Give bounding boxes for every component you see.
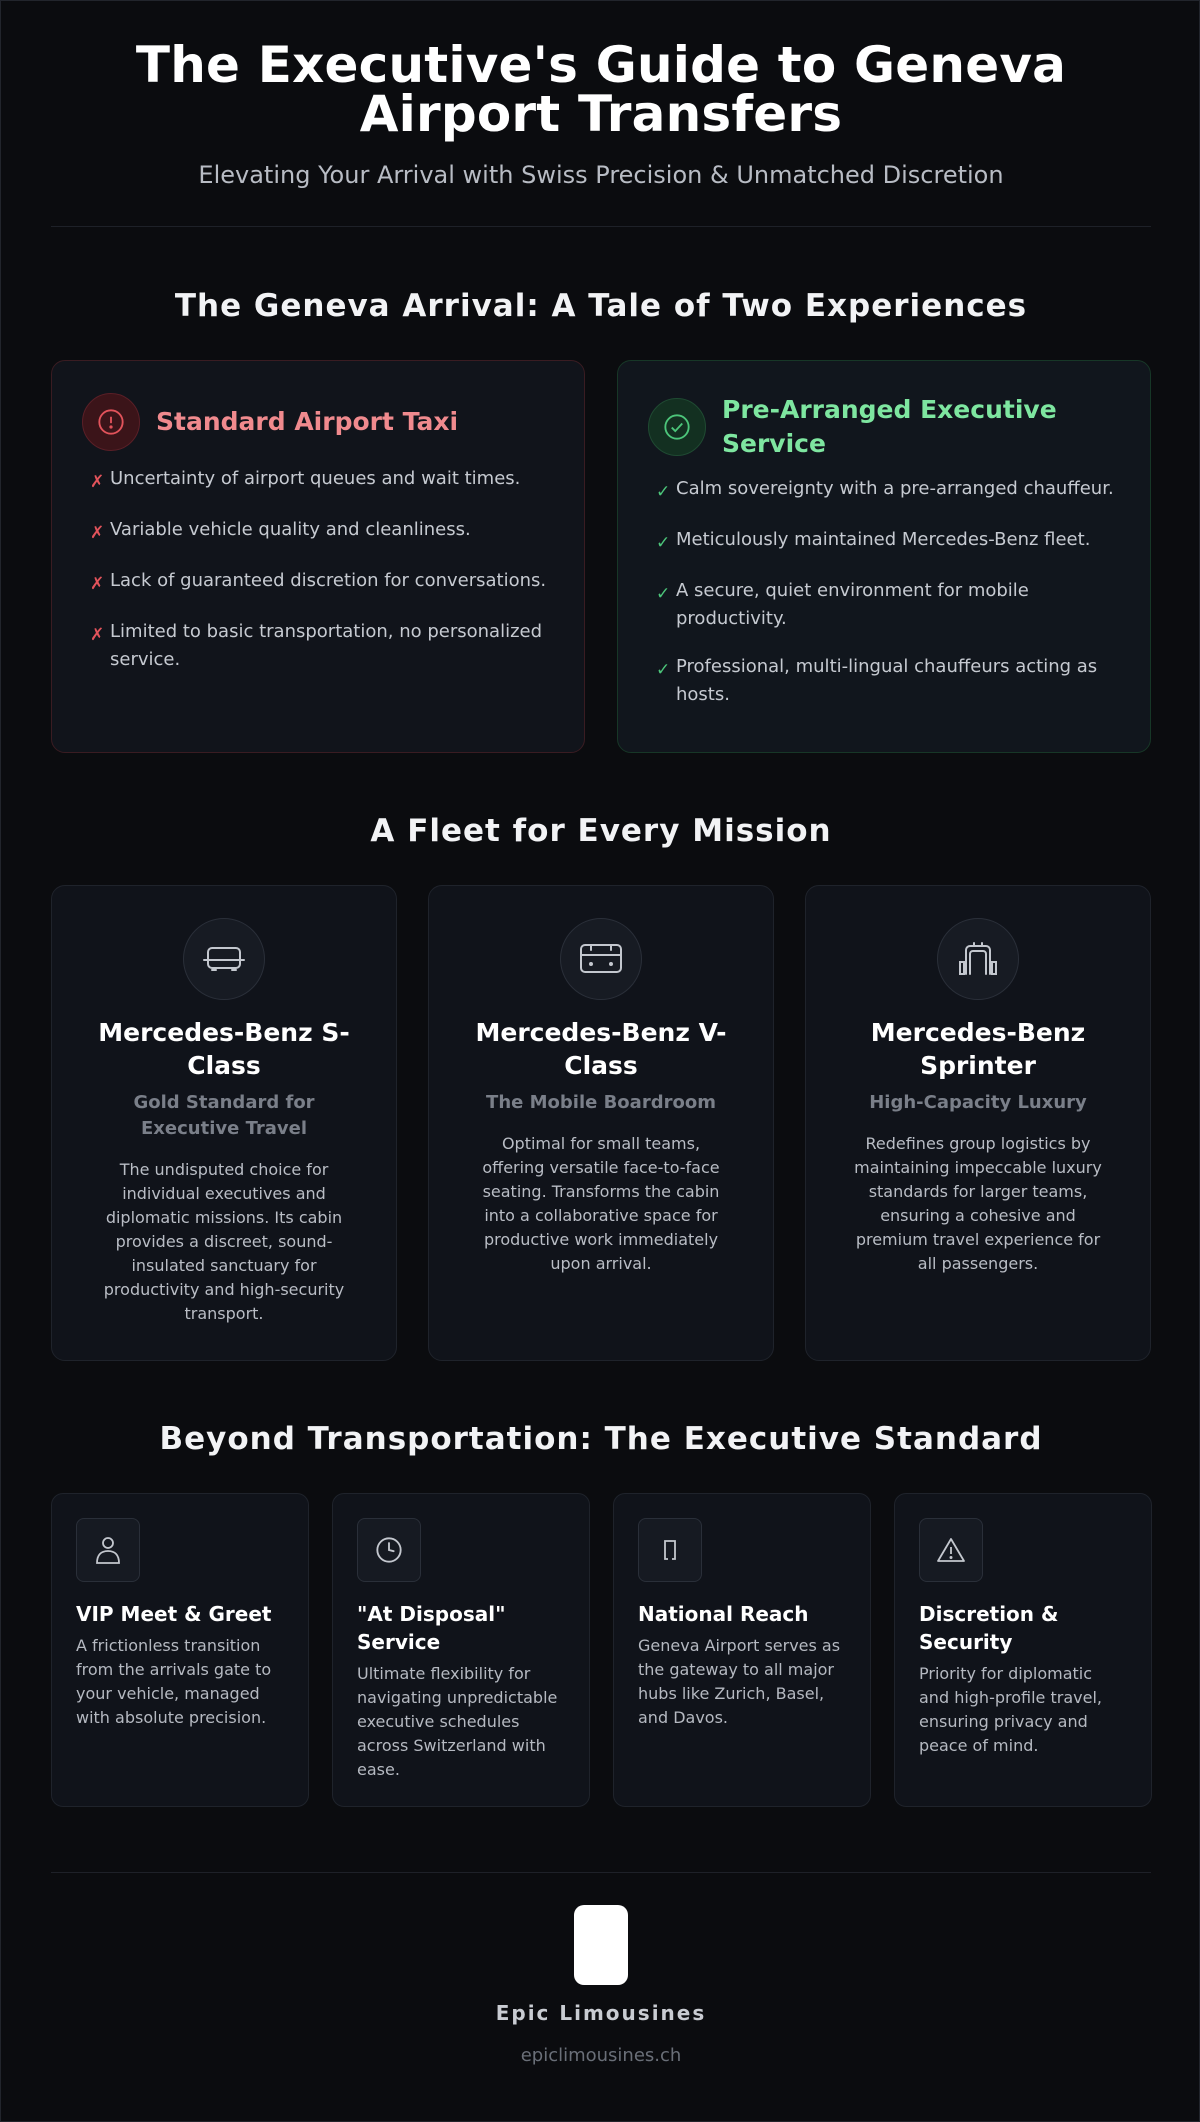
bus-icon	[937, 918, 1019, 1000]
sedan-icon	[183, 918, 265, 1000]
cross-icon: ✗	[90, 472, 105, 492]
page-title: The Executive's Guide to Geneva Airport Transfers	[135, 36, 1067, 143]
warning-icon	[919, 1518, 983, 1582]
website-link[interactable]: epiclimousines.ch	[520, 2045, 682, 2066]
cross-icon: ✗	[90, 625, 105, 645]
feature-card-at-disposal	[332, 1493, 590, 1807]
feature-title: National Reach	[638, 1602, 809, 1626]
feature-card-vip	[51, 1493, 309, 1807]
footer-divider	[51, 1872, 1151, 1873]
check-icon: ✓	[656, 660, 671, 680]
vehicle-description: The undisputed choice for individual executives and diplomatic missions. Its cabin provides a discreet, sound-insulated sanctuary for productivity and high-security transport.	[103, 1160, 345, 1323]
vehicle-name: Mercedes-Benz S-Class	[98, 1018, 350, 1080]
vehicle-tagline: High-Capacity Luxury	[869, 1092, 1087, 1113]
executive-service-card	[617, 360, 1151, 753]
standard-taxi-list	[82, 465, 554, 674]
list-item: ✗ Lack of guaranteed discretion for conversations.	[82, 567, 554, 598]
check-icon: ✓	[656, 482, 671, 502]
feature-title: Discretion & Security	[919, 1602, 1059, 1654]
feature-title: "At Disposal" Service	[357, 1602, 506, 1654]
vehicle-description: Optimal for small teams, offering versatile face-to-face seating. Transforms the cabin into a collaborative space for productive work immediately upon arrival.	[482, 1134, 720, 1273]
vehicle-name: Mercedes-Benz Sprinter	[870, 1018, 1086, 1080]
feature-card-national-reach	[613, 1493, 871, 1807]
vehicle-description: Redefines group logistics by maintaining impeccable luxury standards for larger teams, ensuring a cohesive and premium travel experience for all passengers.	[854, 1134, 1102, 1273]
feature-description: Ultimate flexibility for navigating unpredictable executive schedules across Switzerland with ease.	[357, 1664, 558, 1779]
brand-logo[interactable]	[574, 1905, 628, 1985]
vehicle-name: Mercedes-Benz V-Class	[475, 1018, 727, 1080]
feature-description: Priority for diplomatic and high-profile travel, ensuring privacy and peace of mind.	[919, 1664, 1102, 1755]
list-item: ✗ Variable vehicle quality and cleanliness.	[82, 516, 554, 547]
comparison-title: The Geneva Arrival: A Tale of Two Experiences	[174, 288, 1028, 324]
list-item: ✗ Limited to basic transportation, no personalized service.	[82, 618, 554, 674]
van-icon	[560, 918, 642, 1000]
fleet-title: A Fleet for Every Mission	[370, 813, 832, 849]
features-title: Beyond Transportation: The Executive Standard	[159, 1421, 1043, 1457]
executive-service-title: Pre-Arranged Executive Service	[722, 395, 1057, 458]
fleet-card-v-class	[428, 885, 774, 1361]
check-icon: ✓	[656, 584, 671, 604]
feature-description: A frictionless transition from the arrivals gate to your vehicle, managed with absolute precision.	[76, 1636, 272, 1727]
standard-taxi-card	[51, 360, 585, 753]
feature-description: Geneva Airport serves as the gateway to all major hubs like Zurich, Basel, and Davos.	[638, 1636, 841, 1727]
page-header	[51, 36, 1151, 189]
cross-icon: ✗	[90, 574, 105, 594]
fleet-card-s-class	[51, 885, 397, 1361]
clock-icon	[357, 1518, 421, 1582]
fleet-card-sprinter	[805, 885, 1151, 1361]
user-icon	[76, 1518, 140, 1582]
list-item: ✓ Professional, multi-lingual chauffeurs acting as hosts.	[648, 653, 1120, 709]
list-item: ✓ A secure, quiet environment for mobile productivity.	[648, 577, 1120, 633]
cross-icon: ✗	[90, 523, 105, 543]
list-item: ✓ Meticulously maintained Mercedes-Benz fleet.	[648, 526, 1120, 557]
brand-name: Epic Limousines	[495, 2001, 707, 2025]
page-subtitle: Elevating Your Arrival with Swiss Precision & Unmatched Discretion	[198, 161, 1004, 189]
map-icon	[638, 1518, 702, 1582]
vehicle-tagline: The Mobile Boardroom	[486, 1092, 716, 1113]
standard-taxi-title: Standard Airport Taxi	[156, 407, 459, 436]
vehicle-tagline: Gold Standard for Executive Travel	[133, 1092, 315, 1139]
feature-title: VIP Meet & Greet	[76, 1602, 272, 1626]
list-item: ✗ Uncertainty of airport queues and wait times.	[82, 465, 554, 496]
alert-circle-icon	[82, 393, 140, 451]
feature-card-discretion	[894, 1493, 1152, 1807]
header-divider	[51, 226, 1151, 227]
check-icon: ✓	[656, 533, 671, 553]
executive-service-list	[648, 475, 1120, 709]
list-item: ✓ Calm sovereignty with a pre-arranged chauffeur.	[648, 475, 1120, 506]
check-circle-icon	[648, 398, 706, 456]
